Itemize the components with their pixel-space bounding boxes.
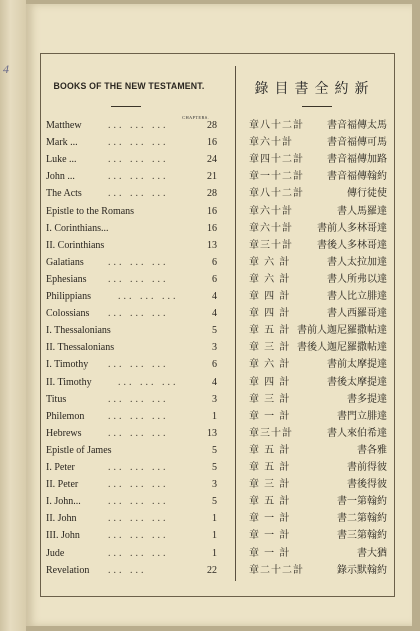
chinese-chapter-count: 章 一 計 [249,547,291,559]
book-name: Revelation [46,564,90,576]
chapter-count: 6 [212,273,217,285]
chinese-chapter-count: 章 三 計 [249,393,291,405]
chinese-chapter-count: 章一十二計 [249,171,304,183]
chinese-book-name: 錄示默翰約 [337,564,387,576]
leader-dots: ... ... [108,564,147,576]
chinese-book-name: 書各雅 [357,444,387,456]
chinese-chapter-count: 章 六 計 [249,256,291,268]
chinese-book-name: 書音福傳太馬 [327,120,387,131]
book-row-chinese [241,255,391,271]
book-name: The Acts [46,188,82,200]
chapter-count: 22 [207,564,217,576]
book-name: Hebrews [46,427,82,439]
book-name: Philippians [46,291,92,302]
chinese-book-name: 書後人多林哥達 [317,239,387,251]
book-row-english [46,186,217,202]
chapters-column-header: CHAPTERS. [182,115,209,120]
chinese-book-name: 書音福傳加路 [327,154,387,166]
chinese-title-rule [302,106,332,107]
chinese-chapter-count: 章六十計 [249,205,293,217]
chapter-count: 5 [212,496,217,508]
chinese-chapter-count: 章 四 計 [249,376,291,388]
chinese-title: 錄目書全約新 [254,81,375,97]
book-name: Mark ... [46,137,78,149]
book-name: I. Timothy [46,359,89,371]
chinese-chapter-count: 章八十二計 [249,188,304,200]
book-name: Matthew [46,120,82,131]
chapter-count: 16 [207,222,217,234]
chapter-count: 1 [212,513,217,525]
chinese-chapter-count: 章 六 計 [249,359,291,371]
chapter-count: 5 [212,325,217,337]
book-row-chinese [241,186,391,202]
chinese-book-name: 書大猶 [357,547,387,559]
book-row-english [46,392,217,408]
book-name: II. Peter [46,479,79,491]
book-name: Epistle to the Romans [46,205,135,217]
book-row-chinese [241,272,391,288]
book-name: II. Thessalonians [46,342,115,354]
chinese-book-name: 書前得彼 [347,462,387,473]
leader-dots: ... ... ... [118,291,179,302]
book-name: Luke ... [46,154,77,166]
leader-dots: ... ... ... [108,427,169,439]
chapter-count: 16 [207,137,217,149]
book-name: Jude [46,547,65,559]
book-row-english [46,340,217,356]
book-name: Epistle of James [46,444,112,456]
leader-dots: ... ... ... [108,479,169,491]
book-name: II. Corinthians [46,239,105,251]
column-divider [235,66,236,581]
book-row-english [46,426,217,442]
book-row-english [46,477,217,493]
leader-dots: ... ... ... [108,120,169,131]
book-name: Ephesians [46,273,87,285]
book-row-chinese [241,409,391,425]
chinese-chapter-count: 章四十二計 [249,154,304,166]
chinese-chapter-count: 章六十計 [249,222,293,234]
chapter-count: 28 [207,188,217,200]
book-name: III. John [46,530,80,542]
book-name: II. John [46,513,77,525]
english-title: BOOKS OF THE NEW TESTAMENT. [53,81,205,92]
chinese-chapter-count: 章 四 計 [249,308,291,320]
book-row-english [46,357,217,373]
chapter-count: 13 [207,427,217,439]
book-row-chinese [241,289,391,305]
chapter-count: 4 [212,291,217,302]
chinese-chapter-count: 章 四 計 [249,291,291,302]
book-row-chinese [241,357,391,373]
chinese-book-name: 書音福傳可馬 [327,137,387,149]
book-row-english [46,152,217,168]
chapter-count: 1 [212,410,217,422]
book-row-english [46,546,217,562]
book-row-chinese [241,477,391,493]
chinese-chapter-count: 章 一 計 [249,410,291,422]
book-name: Titus [46,393,67,405]
chinese-chapter-count: 章 六 計 [249,273,291,285]
book-row-english [46,272,217,288]
book-name: I. Thessalonians [46,325,111,337]
chinese-book-name: 書一第翰約 [337,496,387,508]
book-row-chinese [241,563,391,579]
chapter-count: 1 [212,530,217,542]
book-row-chinese [241,528,391,544]
book-row-chinese [241,460,391,476]
chinese-book-name: 書三第翰約 [337,530,387,542]
chapter-count: 28 [207,120,217,131]
book-row-chinese [241,426,391,442]
chinese-chapter-count: 章 三 計 [249,479,291,491]
book-row-chinese [241,169,391,185]
leader-dots: ... ... ... [108,359,169,371]
book-row-chinese [241,152,391,168]
chapter-count: 1 [212,547,217,559]
english-title-rule [111,106,141,107]
book-row-english [46,221,217,237]
book-row-chinese [241,375,391,391]
leader-dots: ... ... ... [108,530,169,542]
book-name: I. Peter [46,462,75,473]
book-row-english [46,460,217,476]
book-row-chinese [241,118,391,134]
book-row-chinese [241,135,391,151]
leader-dots: ... ... ... [108,188,169,200]
book-row-english [46,528,217,544]
book-row-english [46,289,217,305]
book-row-english [46,238,217,254]
leader-dots: ... ... ... [108,410,169,422]
chinese-book-name: 書人太拉加達 [327,256,387,268]
book-spine-edge [0,0,26,631]
book-row-chinese [241,443,391,459]
chapter-count: 13 [207,239,217,251]
book-row-english [46,409,217,425]
leader-dots: ... ... ... [108,154,169,166]
book-row-chinese [241,204,391,220]
chinese-chapter-count: 章 一 計 [249,513,291,525]
chinese-book-name: 書人馬羅達 [337,205,387,217]
book-row-english [46,169,217,185]
chinese-chapter-count: 章 五 計 [249,496,291,508]
book-row-chinese [241,323,391,339]
chinese-book-name: 書後太摩提達 [327,376,387,388]
book-row-english [46,443,217,459]
leader-dots: ... ... ... [108,171,169,183]
chinese-chapter-count: 章 五 計 [249,325,291,337]
chinese-chapter-count: 章二十二計 [249,564,304,576]
leader-dots: ... ... ... [108,496,169,508]
chapter-count: 16 [207,205,217,217]
book-name: Galatians [46,256,84,268]
book-name: Philemon [46,410,85,422]
chinese-chapter-count: 章八十二計 [249,120,304,131]
chinese-chapter-count: 章 五 計 [249,444,291,456]
chapter-count: 6 [212,359,217,371]
leader-dots: ... ... ... [118,376,179,388]
book-row-chinese [241,546,391,562]
book-row-english [46,135,217,151]
chapter-count: 3 [212,479,217,491]
book-row-chinese [241,494,391,510]
margin-pencil-mark: 4 [3,62,9,76]
chapter-count: 5 [212,462,217,473]
chinese-book-name: 書前太摩提達 [327,359,387,371]
chapter-count: 6 [212,256,217,268]
chapter-count: 4 [212,376,217,388]
leader-dots: ... ... ... [108,256,169,268]
leader-dots: ... ... ... [108,273,169,285]
chinese-book-name: 書二第翰約 [337,513,387,525]
book-name: II. Timothy [46,376,92,388]
chinese-chapter-count: 章三十計 [249,239,293,251]
chinese-chapter-count: 章三十計 [249,427,293,439]
chapter-count: 3 [212,342,217,354]
book-row-english [46,306,217,322]
book-name: I. Corinthians... [46,222,109,234]
chinese-book-name: 傳行徒使 [347,188,387,200]
chinese-book-name: 書後得彼 [347,479,387,491]
chinese-chapter-count: 章六十計 [249,137,293,149]
chinese-book-name: 書人比立腓達 [327,291,387,302]
chinese-chapter-count: 章 三 計 [249,342,291,354]
leader-dots: ... ... ... [108,547,169,559]
book-row-english [46,323,217,339]
chinese-book-name: 書人所弗以達 [327,273,387,285]
leader-dots: ... ... ... [108,393,169,405]
book-name: I. John... [46,496,81,508]
leader-dots: ... ... ... [108,513,169,525]
book-row-chinese [241,392,391,408]
leader-dots: ... ... ... [108,137,169,149]
leader-dots: ... ... ... [108,462,169,473]
chapter-count: 24 [207,154,217,166]
book-row-chinese [241,340,391,356]
chapter-count: 21 [207,171,217,183]
table-of-contents-frame [40,53,395,597]
book-row-chinese [241,238,391,254]
book-row-english [46,118,217,134]
chinese-book-name: 書門立腓達 [337,410,387,422]
chinese-book-name: 書前人迦尼羅撒帖達 [297,325,387,337]
chapter-count: 3 [212,393,217,405]
book-row-english [46,563,217,579]
book-row-english [46,375,217,391]
book-row-english [46,494,217,510]
chinese-book-name: 書人西羅哥達 [327,308,387,320]
chapter-count: 5 [212,444,217,456]
book-name: Colossians [46,308,90,320]
book-row-english [46,204,217,220]
chinese-book-name: 書後人迦尼羅撒帖達 [297,342,387,354]
chinese-book-name: 書音福傳翰約 [327,171,387,183]
chinese-chapter-count: 章 五 計 [249,462,291,473]
chinese-book-name: 書多提達 [347,393,387,405]
chinese-book-name: 書人來伯希達 [327,427,387,439]
book-name: John ... [46,171,75,183]
book-row-chinese [241,511,391,527]
chapter-count: 4 [212,308,217,320]
chinese-book-name: 書前人多林哥達 [317,222,387,234]
book-row-chinese [241,306,391,322]
chinese-chapter-count: 章 一 計 [249,530,291,542]
book-page [26,4,412,626]
book-row-english [46,255,217,271]
leader-dots: ... ... ... [108,308,169,320]
book-row-english [46,511,217,527]
book-row-chinese [241,221,391,237]
